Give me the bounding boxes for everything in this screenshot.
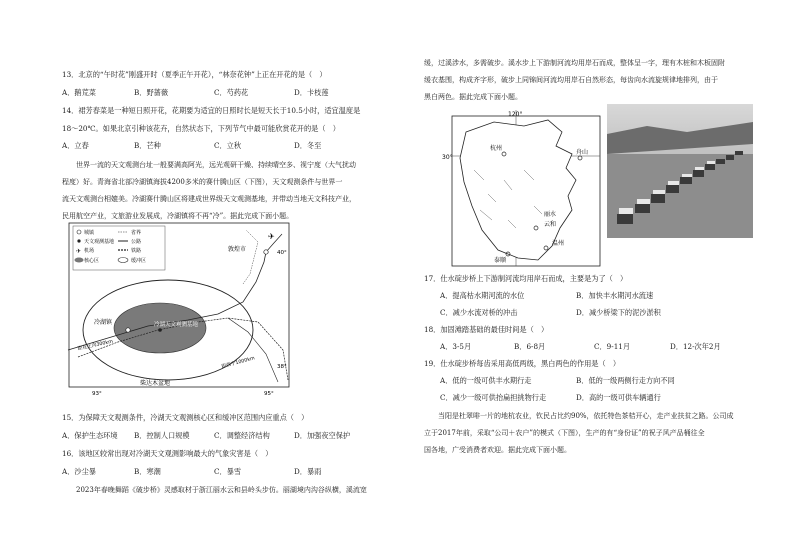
q13-option-c[interactable]: C．芍药花 — [214, 88, 249, 97]
zhoushan-label: 舟山 — [576, 149, 589, 156]
q13-option-b[interactable]: B．野蔷薇 — [134, 88, 169, 97]
q18-option-c[interactable]: C．9-11月 — [594, 342, 631, 351]
q19-stem: 19．仕水碇步桥每齿采用高低两级，黑白两色的作用是（ ） — [424, 359, 621, 368]
taishun-label: 泰顺 — [494, 257, 507, 264]
q14-option-c[interactable]: C．立秋 — [214, 141, 242, 150]
q19-option-a[interactable]: A．低的一级可供丰水期行走 — [440, 376, 532, 385]
passage3-line1: 当阳是杜翠啡一片的地杭农业，钦民占比约90%，依托特色茶桔开心，走产业扶贫之路。公司成 — [424, 412, 734, 420]
lishui-label: 丽水 — [544, 211, 557, 218]
passage3-line3: 国各地，广受消费者欢迎。据此完成下面小题。 — [424, 446, 571, 454]
observatory-icon — [158, 328, 162, 332]
airport-icon: ✈ — [268, 232, 275, 241]
lon95-label: 95° — [264, 391, 274, 397]
legend-core-icon — [75, 258, 84, 263]
legend-rail-label: 铁路 — [131, 248, 142, 254]
q17-stem: 17．仕水碇步桥上下游制河流均用岸石而成，主要是为了（ ） — [424, 274, 628, 283]
q17-option-b[interactable]: B．加快丰水期河水流速 — [576, 291, 654, 300]
distance-xining-label: 距西宁1000km — [221, 356, 256, 370]
yunhe-label: 云和 — [544, 221, 557, 228]
q17-option-d[interactable]: D．减少桥梁下的泥沙淤积 — [576, 308, 661, 317]
lenghu-label: 冷湖镇 — [94, 319, 113, 326]
q14-option-d[interactable]: D．冬至 — [294, 141, 322, 150]
legend-observatory-label: 天文观测基地 — [84, 239, 115, 245]
q15-option-a[interactable]: A．保护生态环境 — [62, 431, 118, 440]
q17-option-c[interactable]: C．减少水流对桥的冲击 — [440, 308, 518, 317]
q14-stem-line1: 14．裙芳春菜是一种短日照开花，花期要为适宜的日照时长是短天长于10.5小时，适宜温度是 — [62, 106, 361, 115]
passage2-cont-line1: 缓，过溪涉水，多需破步。溪水步上下游制河流均用岸石而成，整体呈一字，理有木桩和木板固附 — [424, 59, 725, 67]
q15-option-c[interactable]: C．调整经济结构 — [214, 431, 270, 440]
q14-option-a[interactable]: A．立春 — [62, 141, 89, 150]
distance-huatugou-label: 距花土沟300km — [77, 339, 114, 352]
lat40-label: 40° — [277, 250, 287, 256]
q15-stem: 15．为保障天文观测条件，冷湖天文观测核心区和缓冲区范围内应重点（ ） — [62, 413, 309, 422]
passage2-cont-line3: 黑白两色。据此完成下面小题。 — [424, 93, 522, 101]
qaidam-basin-label: 柴达木盆地 — [140, 380, 171, 387]
q14-stem-line2: 18～20℃。如果北京引种该花卉，自然状态下，下列节气中最可能欣赏花开的是（ ） — [62, 124, 340, 133]
legend-observatory-icon — [77, 239, 80, 242]
lon120-label: 120° — [508, 111, 523, 118]
passage1-line2: 程度）好。青海省北部冷湖镇海拔4200多米的赛什腾山区（下图），天文观测条件与世界一 — [62, 178, 343, 186]
wenzhou-label: 温州 — [552, 240, 565, 247]
stepping-stone-bridge-photo — [607, 104, 753, 238]
q16-option-c[interactable]: C．暴雪 — [214, 467, 242, 476]
q16-stem: 16．该地区较常出现对冷湖天文观测影响最大的气象灾害是（ ） — [62, 449, 273, 458]
legend-buffer-label: 缓冲区 — [131, 258, 147, 264]
passage1-line1: 世界一流的天文观测台址一般要满高阿光，远光观研干燥、持续晴空多、视宁度（大气扰动 — [62, 161, 356, 169]
q14-option-b[interactable]: B．芒种 — [134, 141, 161, 150]
passage3-line2: 立于2017年前，采取“公司＋农户”的模式（下图），生产的有“身份证”的祝子风产品桶往全 — [424, 429, 705, 437]
q17-option-a[interactable]: A．提高枯水期河流的水位 — [440, 291, 525, 300]
q15-option-b[interactable]: B．控制人口规模 — [134, 431, 190, 440]
q18-option-b[interactable]: B．6-8月 — [514, 342, 546, 351]
lenghu-map — [68, 222, 300, 397]
q18-option-d[interactable]: D．12-次年2月 — [670, 342, 721, 351]
passage1-line4: 民用航空产业，文旅游业发展成，冷湖镇将不再“冷”。据此完成下面小题。 — [62, 212, 294, 220]
passage2-line1: 2023年春晚舞蹈《破步桥》灵感取材于浙江丽水云和县岭头步仿。丽湖境内沟谷纵横，溪流宽 — [62, 486, 367, 494]
legend-airport-icon: ✈ — [76, 248, 82, 255]
legend-boundary-label: 省界 — [131, 230, 142, 236]
passage2-cont-line2: 缓衣基围，构成齐字形，破步上同锦间河流均用岸石自然形态，每齿向水流旋规律地排列，由于 — [424, 76, 718, 84]
lenghu-town-icon — [126, 328, 130, 332]
q19-option-c[interactable]: C．减少一级可供抬扁担挑物行走 — [440, 393, 547, 402]
q13-option-d[interactable]: D．卡枝莲 — [294, 88, 329, 97]
q15-option-d[interactable]: D．加强夜空保护 — [294, 431, 351, 440]
q13-option-a[interactable]: A．鹅荒菜 — [62, 88, 96, 97]
core-zone-label: 冷湖天文观测基地 — [154, 322, 199, 328]
q18-stem: 18．加固滩踏基础的最佳时间是（ ） — [424, 325, 549, 334]
q18-option-a[interactable]: A．3-5月 — [440, 342, 472, 351]
passage1-line3: 流天文观测台相媲美。冷湖赛什腾山区将建成世界级天文观测基地，并带动当地天文科技产业， — [62, 195, 356, 203]
q16-option-a[interactable]: A．沙尘暴 — [62, 467, 96, 476]
q13-stem: 13．北京的“午时花”刚盛开时（夏季正午开花），“林奈花钟”上正在开花的是（ ） — [62, 70, 327, 79]
q16-option-b[interactable]: B．寒潮 — [134, 467, 161, 476]
legend-town-label: 城镇 — [84, 230, 95, 236]
q19-option-d[interactable]: D．高的一级可供车辆通行 — [576, 393, 661, 402]
legend-airport-label: 机场 — [84, 248, 95, 254]
legend-road-label: 公路 — [131, 239, 142, 245]
dunhuang-town-icon — [264, 250, 268, 254]
q19-option-b[interactable]: B．低的一级两侧行走方向不同 — [576, 376, 675, 385]
legend-core-label: 核心区 — [84, 258, 100, 264]
zhejiang-map — [444, 110, 606, 268]
q16-option-d[interactable]: D．暴雨 — [294, 467, 322, 476]
lon93-label: 93° — [92, 391, 102, 397]
hangzhou-label: 杭州 — [490, 145, 503, 152]
lat30-label: 30° — [442, 154, 453, 161]
lat38-label: 38° — [277, 364, 287, 370]
dunhuang-label: 敦煌市 — [228, 246, 247, 253]
